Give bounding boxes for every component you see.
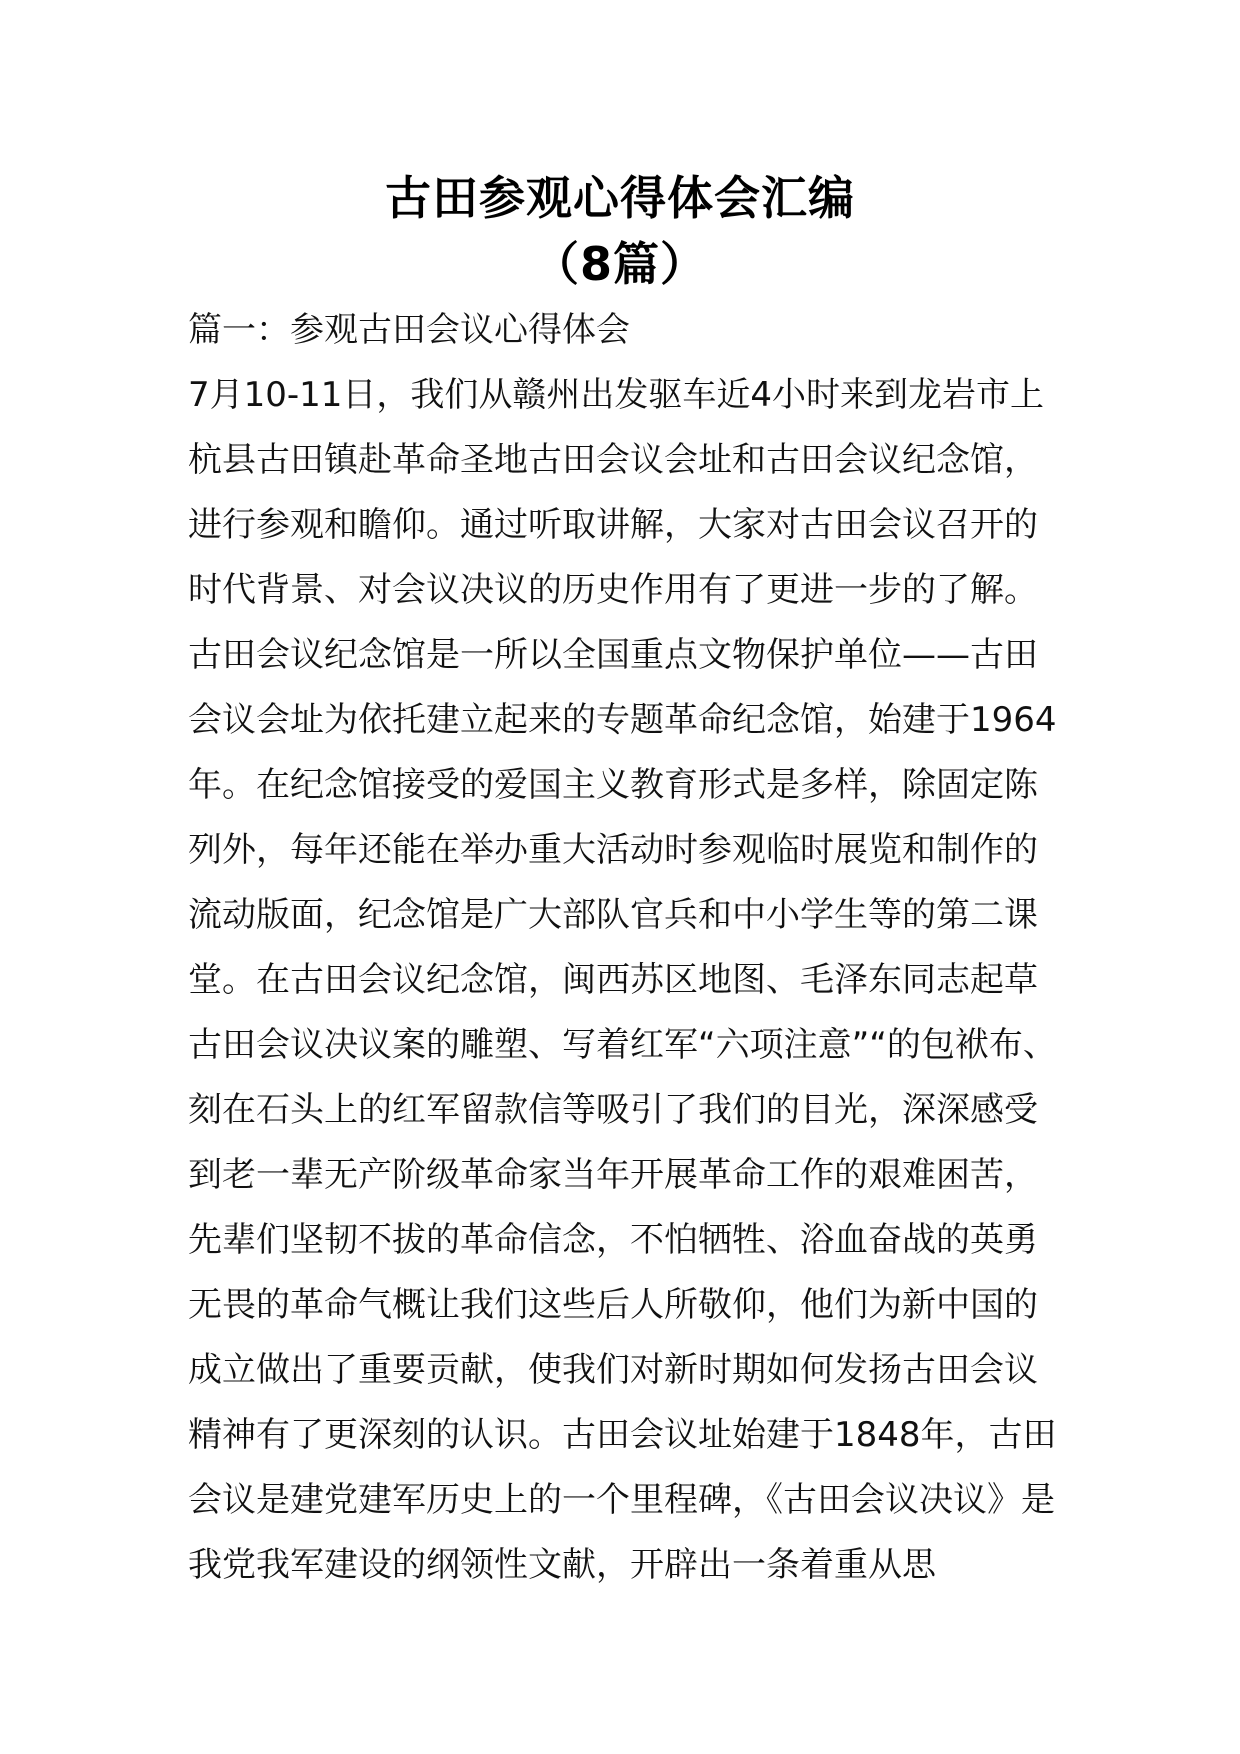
paragraph-2: 古田会议纪念馆是一所以全国重点文物保护单位——古田会议会址为依托建立起来的专题革命纪念馆，始建于1964年。在纪念馆接受的爱国主义教育形式是多样，除固定陈列外，每年还能在举办重大活动时参观临时展览和制作的流动版面，纪念馆是广大部队官兵和中小学生等的第二课堂。在古田会议纪念馆，闽西苏区地图、毛泽东同志起草古田会议决议案的雕塑、写着红军“六项注意”“的包袱布、刻在石头上的红军留款信等吸引了我们的目光，深深感受到老一辈无产阶级革命家当年开展革命工作的艰难困苦，先辈们坚韧不拔的革命信念，不怕牺牲、浴血奋战的英勇无畏的革命气概让我们这些后人所敬仰，他们为新中国的成立做出了重要贡献，使我们对新时期如何发扬古田会议精神有了更深刻的认识。古田会议址始建于1848年，古田会议是建党建军历史上的一个里程碑，《古田会议决议》是我党我军建设的纲领性文献，开辟出一条着重从思: [188, 635, 1057, 1585]
section-heading: 篇一：参观古田会议心得体会: [188, 310, 630, 350]
document-subtitle: （8篇）: [532, 237, 707, 291]
paragraph-1: 7月10-11日，我们从赣州出发驱车近4小时来到龙岩市上杭县古田镇赴革命圣地古田会议会址和古田会议纪念馆，进行参观和瞻仰。通过听取讲解，大家对古田会议召开的时代背景、对会议决议的历史作用有了更进一步的了解。: [188, 375, 1045, 610]
document-body: [188, 298, 1060, 1598]
document-title: 古田参观心得体会汇编: [385, 171, 855, 225]
